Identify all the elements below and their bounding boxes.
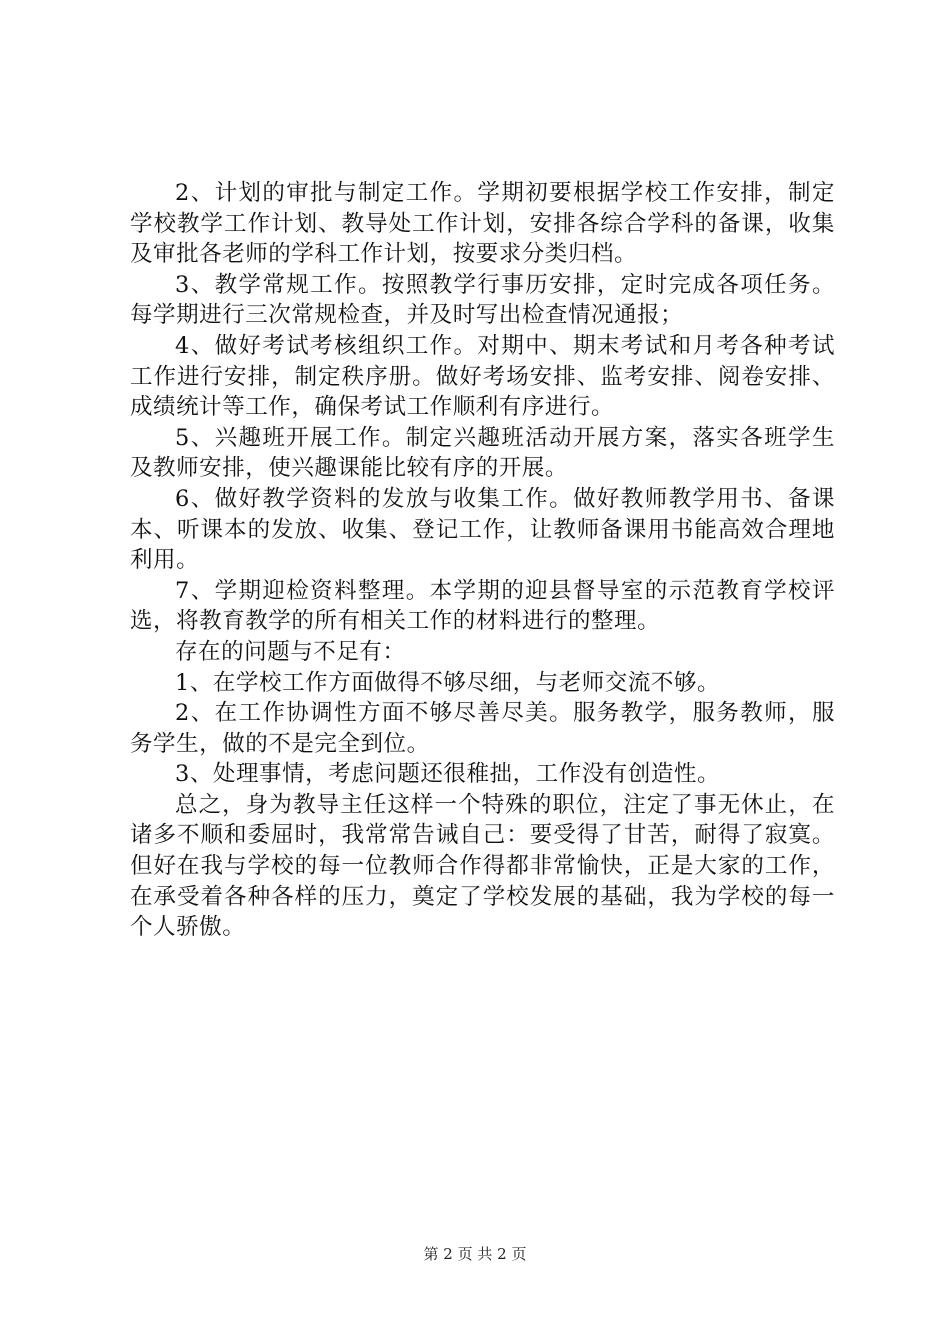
problem-item-3: 3、处理事情，考虑问题还很稚拙，工作没有创造性。 <box>175 761 721 788</box>
problem-item-2: 2、在工作协调性方面不够尽善尽美。服务教学，服务教师，服务学生，做的不是完全到位。 <box>130 700 835 757</box>
conclusion-paragraph: 总之，身为教导主任这样一个特殊的职位，注定了事无休止，在诸多不顺和委屈时，我常常告诫自己：要受得了甘苦，耐得了寂寞。但好在我与学校的每一位教师合作得都非常愉快，正是大家的工作，在承受着各种各样的压力，奠定了学校发展的基础，我为学校的每一个人骄傲。 <box>130 791 835 941</box>
paragraph-item-7: 7、学期迎检资料整理。本学期的迎县督导室的示范教育学校评选，将教育教学的所有相关工作的材料进行的整理。 <box>130 577 835 635</box>
problems-heading: 存在的问题与不足有： <box>175 638 406 665</box>
paragraph-item-5: 5、兴趣班开展工作。制定兴趣班活动开展方案，落实各班学生及教师安排，使兴趣课能比较有序的开展。 <box>130 424 835 482</box>
paragraph-item-3: 3、教学常规工作。按照教学行事历安排，定时完成各项任务。每学期进行三次常规检查，并及时写出检查情况通报； <box>130 271 835 329</box>
problem-item-1: 1、在学校工作方面做得不够尽细，与老师交流不够。 <box>175 669 721 696</box>
paragraph-item-2: 2、计划的审批与制定工作。学期初要根据学校工作安排，制定学校教学工作计划、教导处工作计划，安排各综合学科的备课，收集及审批各老师的学科工作计划，按要求分类归档。 <box>130 180 835 268</box>
paragraph-item-4: 4、做好考试考核组织工作。对期中、期末考试和月考各种考试工作进行安排，制定秩序册。做好考场安排、监考安排、阅卷安排、成绩统计等工作，确保考试工作顺利有序进行。 <box>130 332 835 421</box>
paragraph-item-6: 6、做好教学资料的发放与收集工作。做好教师教学用书、备课本、听课本的发放、收集、登记工作，让教师备课用书能高效合理地利用。 <box>130 485 835 574</box>
document-body <box>130 178 835 943</box>
page-number-footer: 第 2 页 共 2 页 <box>423 1245 527 1263</box>
